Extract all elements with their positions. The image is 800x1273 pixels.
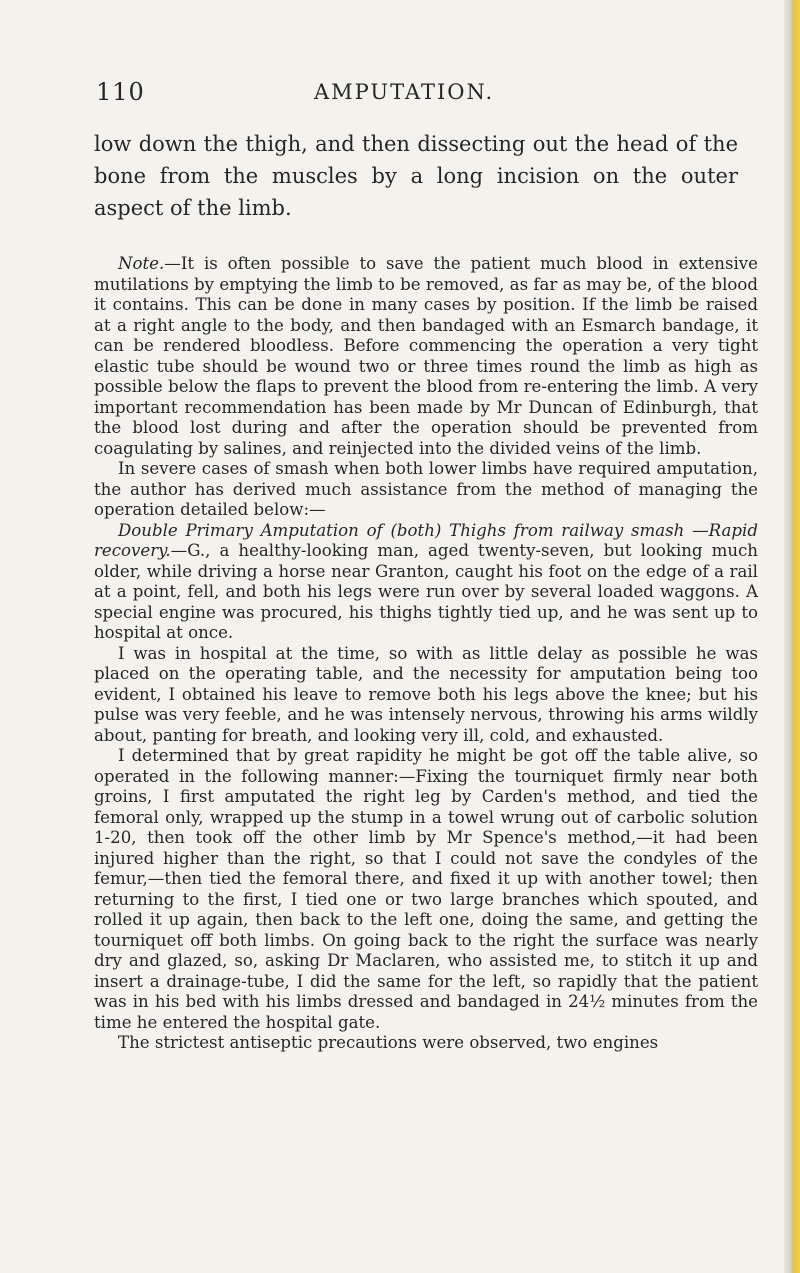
- note-label: Note.: [118, 254, 165, 273]
- page-header: [96, 78, 696, 108]
- page-number: 110: [96, 78, 145, 106]
- note-text: —It is often possible to save the patient much blood in extensive mutilations by emptying the limb to be removed, as far as may be, of the blood it contains. This can be done in many cases by position. If the limb be raised at a right angle to the body, and then bandaged with an Esmarch bandage, it can be rendered bloodless. Before commencing the operation a very tight elastic tube should be wound two or three times round the limb as high as possible below the flaps to prevent the blood from re-entering the limb. A very important recommendation has been made by Mr Duncan of Edinburgh, that the blood lost during and after the operation should be prevented from coagulating by salines, and reinjected into the divided veins of the limb.: [94, 254, 758, 458]
- note-paragraph: [94, 254, 758, 459]
- small-print-body: [94, 254, 758, 1054]
- page-edge: [784, 0, 800, 1273]
- case-title: Double Primary Amputation of (both) Thighs from railway smash —Rapid recovery.: [94, 520, 758, 560]
- operation-paragraph: I determined that by great rapidity he might be got off the table alive, so operated in the following manner:—Fixing the tourniquet firmly near both groins, I first amputated the right leg by Carden's method, and tied the femoral only, wrapped up the stump in a towel wrung out of carbolic solution 1-20, then took off the other limb by Mr Spence's method,—it had been injured higher than the right, so that I could not save the condyles of the femur,—then tied the femoral there, and fixed it up with another towel; then returning to the first, I tied one or two large branches which spouted, and rolled it up again, then back to the left one, doing the same, and getting the tourniquet off both limbs. On going back to the right the surface was nearly dry and glazed, so, asking Dr Maclaren, who assisted me, to stitch it up and insert a drainage-tube, I did the same for the left, so rapidly that the patient was in his bed with his limbs dressed and bandaged in 24½ minutes from the time he entered the hospital gate.: [94, 746, 758, 1032]
- case-text: —G., a healthy-looking man, aged twenty-seven, but looking much older, while driving a horse near Granton, caught his foot on the edge of a rail at a point, fell, and both his legs were run over by several loaded waggons. A special engine was procured, his thighs tightly tied up, and he was sent up to hospital at once.: [94, 541, 758, 642]
- antiseptic-paragraph: The strictest antiseptic precautions were observed, two engines: [118, 1033, 659, 1052]
- main-paragraph: low down the thigh, and then dissecting out the head of the bone from the muscles by a long incision on the outer aspect of the limb.: [94, 132, 738, 220]
- severe-cases-paragraph: In severe cases of smash when both lower limbs have required amputation, the author has derived much assistance from the method of managing the operation detailed below:—: [94, 459, 758, 519]
- hospital-paragraph: I was in hospital at the time, so with as little delay as possible he was placed on the operating table, and the necessity for amputation being too evident, I obtained his leave to remove both his legs above the knee; but his pulse was very feeble, and he was intensely nervous, throwing his arms wildly about, panting for breath, and looking very ill, cold, and exhausted.: [94, 643, 758, 745]
- case-paragraph: [94, 521, 758, 644]
- running-head: AMPUTATION.: [314, 80, 495, 104]
